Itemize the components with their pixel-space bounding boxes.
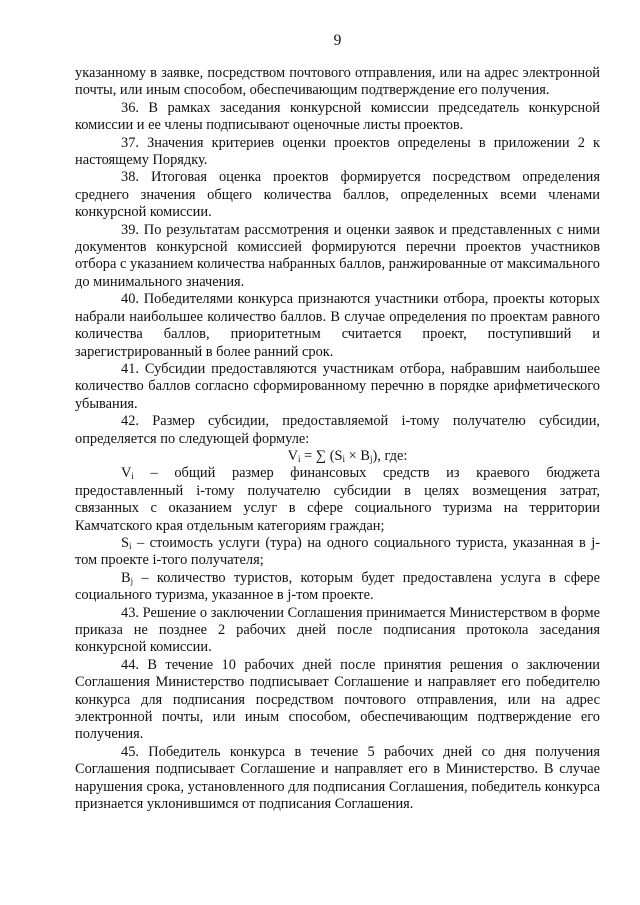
document-body: [75, 65, 600, 813]
definition-vi-symbol: V: [121, 465, 132, 482]
definition-vi-text: – общий размер финансовых средств из краевого бюджета предоставленный i-тому получателю субсидии в целях возмещения затрат, связанных с оказанием услуг в сфере социального туризма на территории Камчатского края отдельным категориям граждан;: [75, 465, 600, 534]
paragraph-38: 38. Итоговая оценка проектов формируется посредством определения среднего значения общего количества баллов, определенных всеми членами конкурсной комиссии.: [75, 169, 600, 221]
definition-vi: [75, 465, 600, 535]
subsidy-formula: [75, 448, 600, 465]
paragraph-36: 36. В рамках заседания конкурсной комиссии председатель конкурсной комиссии и ее члены подписывают оценочные листы проектов.: [75, 99, 600, 134]
formula-v-subscript: i: [298, 453, 301, 464]
paragraph-40: 40. Победителями конкурса признаются участники отбора, проекты которых набрали наибольшее количество баллов. В случае определения по проектам равного количества баллов, приоритетным считается проект, поступивший и зарегистрированный в более ранний срок.: [75, 291, 600, 360]
definition-si-symbol: S: [121, 534, 130, 551]
paragraph-42: 42. Размер субсидии, предоставляемой i-тому получателю субсидии, определяется по следующей формуле:: [75, 413, 600, 447]
formula-b-subscript: j: [369, 453, 373, 464]
definition-bj: [75, 570, 600, 605]
formula-times: × B: [345, 447, 370, 464]
paragraph-45: 45. Победитель конкурса в течение 5 рабочих дней со дня получения Соглашения подписывает Соглашение и направляет его в Министерство. В случае нарушения срока, установленного для подписания Соглашения, победитель конкурса признается уклонившимся от подписания Соглашения.: [75, 743, 600, 813]
definition-vi-subscript: i: [131, 471, 134, 482]
formula-v: V: [287, 447, 299, 464]
paragraph-43: 43. Решение о заключении Соглашения принимается Министерством в форме приказа не позднее 2 рабочих дней после подписания протокола заседания конкурсной комиссии.: [75, 604, 600, 656]
formula-eq: = ∑ (S: [300, 447, 343, 464]
definition-si: [75, 535, 600, 570]
paragraph-continuation: указанному в заявке, посредством почтового отправления, или на адрес электронной почты, или иным способом, обеспечивающим подтверждение его получения.: [75, 65, 600, 99]
definition-bj-symbol: B: [121, 569, 131, 586]
paragraph-41: 41. Субсидии предоставляются участникам отбора, набравшим наибольшее количество баллов согласно сформированному перечню в порядке арифметического убывания.: [75, 360, 600, 412]
formula-s-subscript: i: [342, 453, 346, 464]
definition-bj-subscript: j: [130, 575, 134, 586]
page-number: 9: [333, 32, 342, 49]
definition-si-subscript: i: [129, 540, 132, 551]
paragraph-44: 44. В течение 10 рабочих дней после принятия решения о заключении Соглашения Министерство подписывает Соглашение и направляет его победителю конкурса для подписания посредством почтового отправления, или на адрес электронной почты, или иным способом, обеспечивающим подтверждение его получения.: [75, 656, 600, 743]
formula-tail: ), где:: [372, 447, 408, 464]
definition-si-text: – стоимость услуги (тура) на одного социального туриста, указанная в j-том проекте i-того получателя;: [75, 534, 600, 569]
paragraph-39: 39. По результатам рассмотрения и оценки заявок и представленных с ними документов конкурсной комиссией формируются перечни проектов участников отбора с указанием количества набранных баллов, ранжированные от максимального до минимального значения.: [75, 221, 600, 290]
definition-bj-text: – количество туристов, которым будет предоставлена услуга в сфере социального туризма, указанное в j-том проекте.: [75, 569, 600, 604]
paragraph-37: 37. Значения критериев оценки проектов определены в приложении 2 к настоящему Порядку.: [75, 134, 600, 169]
